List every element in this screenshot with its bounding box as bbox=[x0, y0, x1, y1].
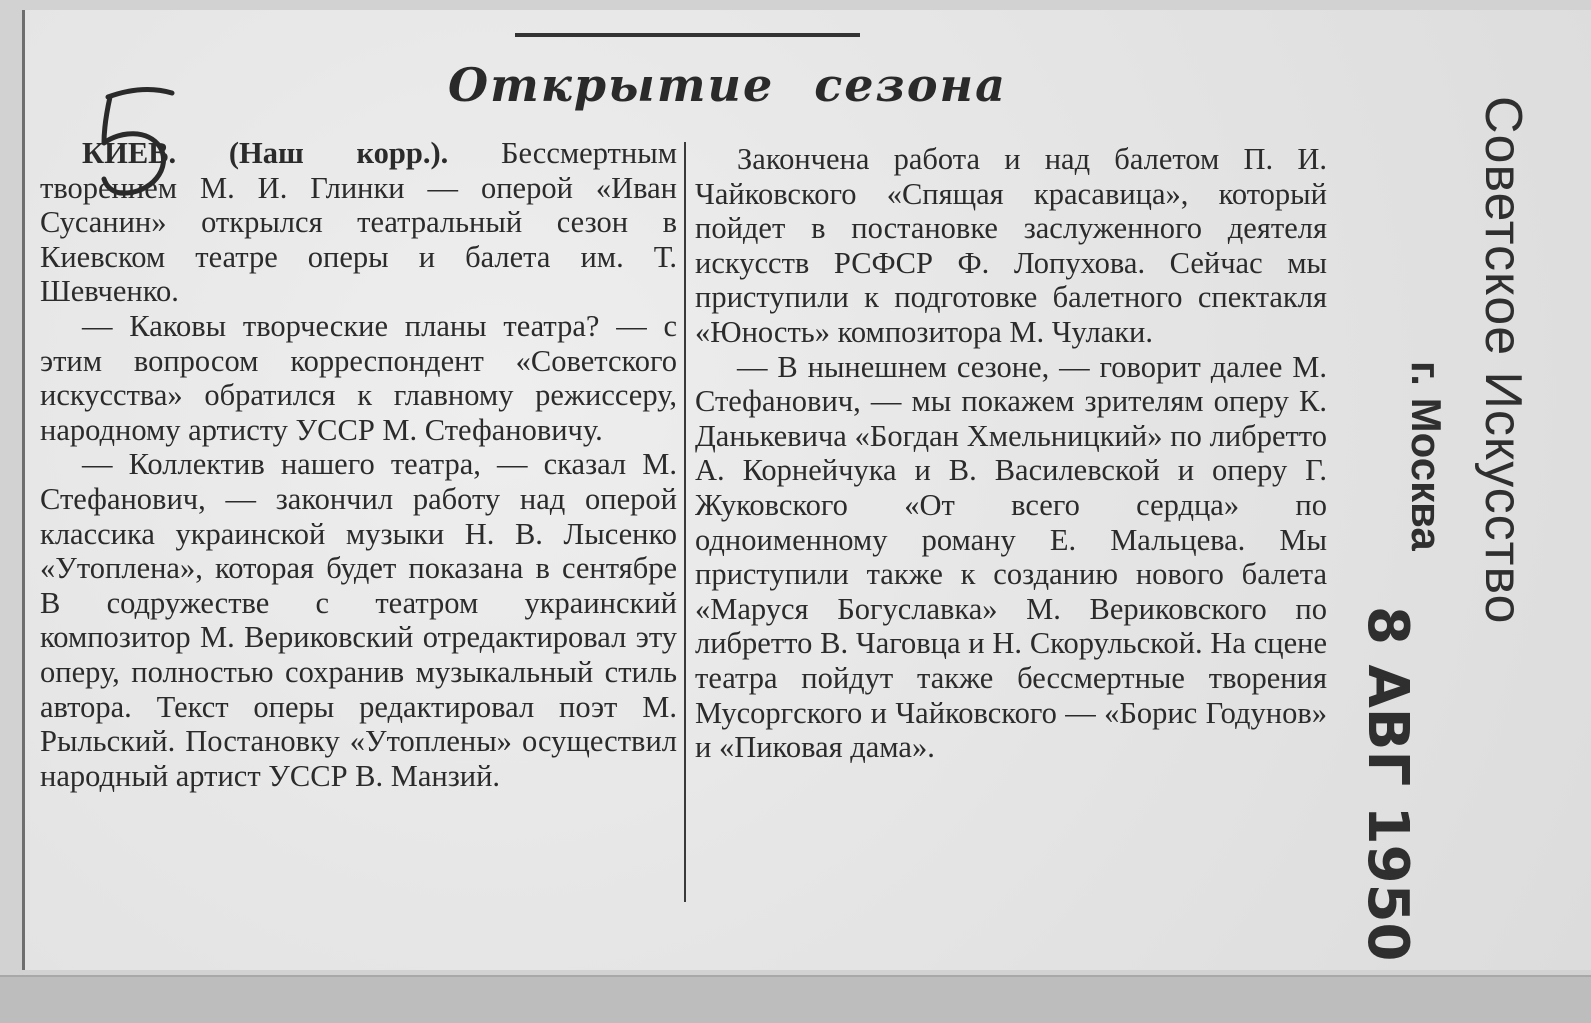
article-paragraph: — Коллектив нашего театра, — сказал М. Стефанович, — закончил работу над оперой классика украинской музыки Н. В. Лысенко «Утоплена», которая будет показана в сентябре В содружестве с театром украинский композитор М. Вериковский отредактировал эту оперу, полностью сохранив музыкальный стиль автора. Текст оперы редактировал поэт М. Рыльский. Постановку «Утоплены» осуществил народный артист УССР В. Манзий. bbox=[40, 447, 677, 793]
article-paragraph bbox=[40, 136, 677, 309]
header-rule bbox=[515, 33, 860, 37]
scan-bottom-edge bbox=[0, 975, 1591, 1023]
stamp-city: г. Москва bbox=[1403, 361, 1450, 551]
article-paragraph: — Каковы творческие планы театра? — с этим вопросом корреспондент «Советского искусства» обратился к главному режиссеру, народному артисту УССР М. Стефановичу. bbox=[40, 308, 677, 447]
column-divider bbox=[684, 142, 686, 902]
article-right-column bbox=[695, 142, 1327, 765]
stamp-date: 8 АВГ 1950 bbox=[1355, 606, 1420, 962]
article-headline: Открытие сезона bbox=[448, 58, 1007, 112]
article-paragraph: Закончена работа и над балетом П. И. Чайковского «Спящая красавица», который пойдет в постановке заслуженного деятеля искусств РСФСР Ф. Лопухова. Сейчас мы приступили к подготовке балетного спектакля «Юность» композитора М. Чулаки. bbox=[695, 142, 1327, 349]
article-paragraph: — В нынешнем сезоне, — говорит далее М. Стефанович, — мы покажем зрителям оперу К. Данькевича «Богдан Хмельницкий» по либретто А. Корнейчука и В. Василевской и оперу Г. Жуковского «От всего сердца» по одноименному роману Е. Мальцева. Мы приступили также к созданию нового балета «Маруся Богуславка» М. Вериковского по либретто В. Чаговца и Н. Скорульской. На сцене театра пойдут также бессмертные творения Мусоргского и Чайковского — «Борис Годунов» и «Пиковая дама». bbox=[695, 349, 1327, 765]
dateline: КИЕВ. (Наш корр.). bbox=[82, 136, 449, 170]
article-left-column bbox=[40, 136, 677, 793]
paragraph-text: Бессмертным творением М. И. Глинки — оперой «Иван Сусанин» открылся театральный сезон в Киевском театре оперы и балета им. Т. Шевченко. bbox=[40, 136, 677, 309]
stamp-newspaper-title: Советское Искусство bbox=[1474, 96, 1532, 625]
